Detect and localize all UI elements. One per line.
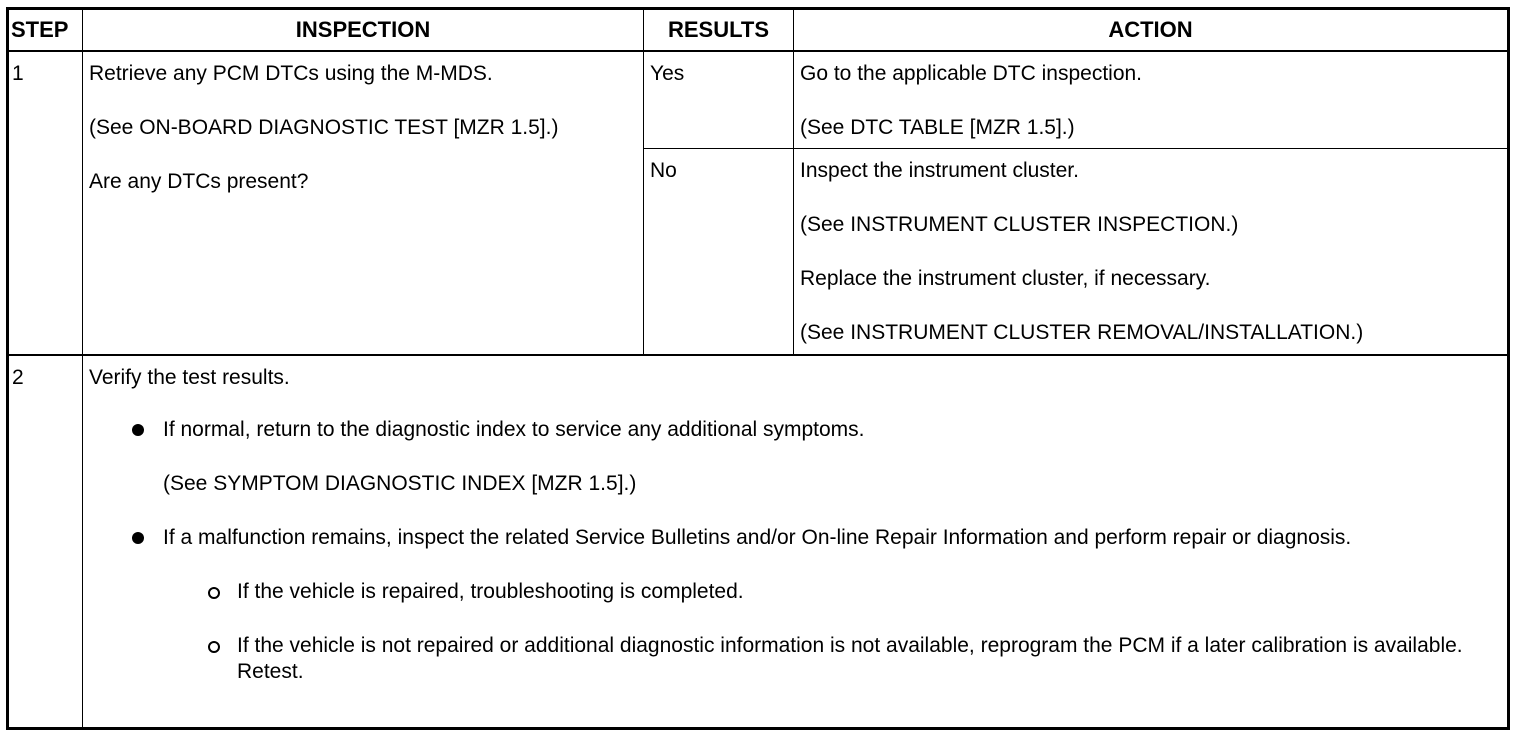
inspection-cell (83, 51, 644, 355)
sub-bullet-text: If the vehicle is repaired, troubleshooting is completed. (237, 580, 744, 603)
bullet-reference: (See SYMPTOM DIAGNOSTIC INDEX [MZR 1.5].) (163, 472, 637, 495)
result-cell-yes (644, 51, 794, 149)
step-2-bullet-list (89, 417, 1501, 685)
header-step: STEP (8, 9, 83, 52)
list-item (129, 525, 1501, 685)
inspection-text: Retrieve any PCM DTCs using the M-MDS. (89, 62, 493, 85)
step-number: 1 (12, 62, 24, 85)
sub-bullet-list (163, 579, 1501, 685)
inspection-reference: (See ON-BOARD DIAGNOSTIC TEST [MZR 1.5].) (89, 116, 559, 139)
header-action: ACTION (794, 9, 1509, 52)
filled-circle-bullet-icon (132, 532, 144, 544)
step-number-cell (8, 355, 83, 729)
inspection-question: Are any DTCs present? (89, 170, 309, 193)
step-number: 2 (12, 366, 24, 389)
header-results: RESULTS (644, 9, 794, 52)
action-reference: (See INSTRUMENT CLUSTER INSPECTION.) (800, 213, 1239, 236)
step-2-intro: Verify the test results. (89, 366, 290, 389)
table-row-step-1-yes (8, 51, 1509, 149)
diagnostic-procedure-table (6, 7, 1510, 730)
table-header-row (8, 9, 1509, 52)
sub-bullet-text: If the vehicle is not repaired or additional diagnostic information is not available, reprogram the PCM if a later calibration is available. Retest. (237, 634, 1463, 683)
step-2-content-cell (83, 355, 1509, 729)
action-cell-yes (794, 51, 1509, 149)
action-cell-no (794, 149, 1509, 356)
header-inspection: INSPECTION (83, 9, 644, 52)
action-text: Go to the applicable DTC inspection. (800, 62, 1143, 85)
action-text: Replace the instrument cluster, if necessary. (800, 267, 1211, 290)
result-cell-no (644, 149, 794, 356)
bullet-text: If a malfunction remains, inspect the related Service Bulletins and/or On-line Repair Information and perform repair or diagnosis. (163, 526, 1352, 549)
filled-circle-bullet-icon (132, 424, 144, 436)
hollow-circle-bullet-icon (208, 641, 220, 653)
result-yes: Yes (650, 62, 685, 85)
hollow-circle-bullet-icon (208, 587, 220, 599)
list-item (203, 633, 1501, 685)
list-item (129, 417, 1501, 497)
result-no: No (650, 159, 677, 182)
action-reference: (See DTC TABLE [MZR 1.5].) (800, 116, 1075, 139)
table-row-step-2 (8, 355, 1509, 729)
list-item (203, 579, 1501, 605)
bullet-text: If normal, return to the diagnostic index to service any additional symptoms. (163, 418, 865, 441)
action-text: Inspect the instrument cluster. (800, 159, 1079, 182)
step-number-cell (8, 51, 83, 355)
action-reference: (See INSTRUMENT CLUSTER REMOVAL/INSTALLATION.) (800, 321, 1364, 344)
